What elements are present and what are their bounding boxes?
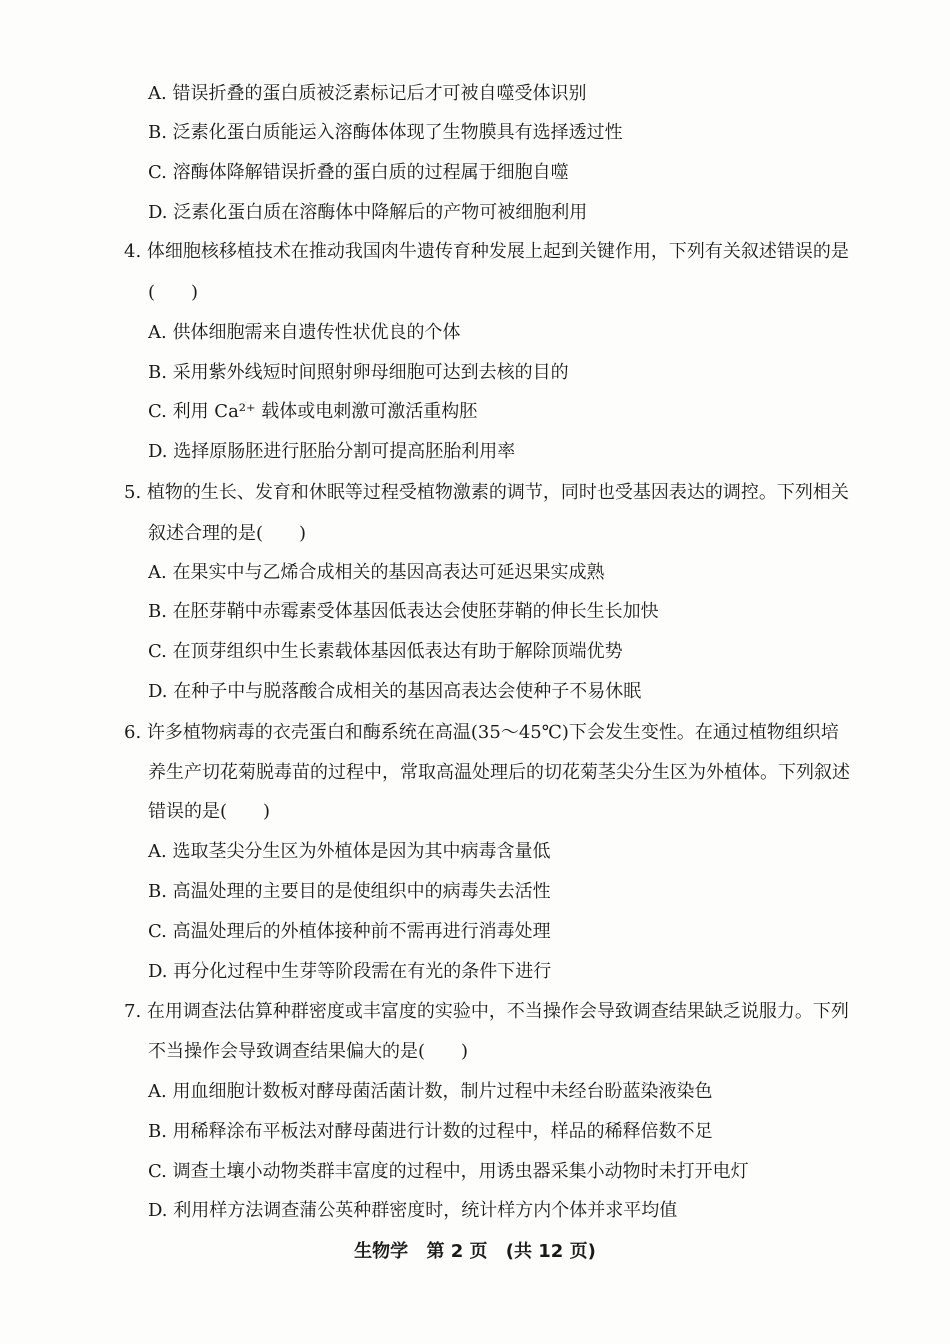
- q5-stem-cont: 叙述合理的是( ): [148, 523, 307, 544]
- q6-option-d: D. 再分化过程中生芽等阶段需在有光的条件下进行: [148, 961, 552, 982]
- q4-option-c: C. 利用 Ca²⁺ 载体或电刺激可激活重构胚: [148, 401, 478, 422]
- q7-option-a: A. 用血细胞计数板对酵母菌活菌计数，制片过程中未经台盼蓝染液染色: [148, 1081, 713, 1102]
- q3-option-c: C. 溶酶体降解错误折叠的蛋白质的过程属于细胞自噬: [148, 162, 569, 183]
- q3-option-d: D. 泛素化蛋白质在溶酶体中降解后的产物可被细胞利用: [148, 202, 588, 223]
- q4-stem: 4. 体细胞核移植技术在推动我国肉牛遗传育种发展上起到关键作用，下列有关叙述错误的是: [124, 241, 849, 262]
- page-footer: [0, 1240, 950, 1264]
- footer-total-pages: (共 12 页): [505, 1241, 596, 1262]
- q6-option-c: C. 高温处理后的外植体接种前不需再进行消毒处理: [148, 921, 551, 942]
- q4-option-b: B. 采用紫外线短时间照射卵母细胞可达到去核的目的: [148, 362, 569, 383]
- q3-option-b: B. 泛素化蛋白质能运入溶酶体体现了生物膜具有选择透过性: [148, 122, 623, 143]
- q7-stem: 7. 在用调查法估算种群密度或丰富度的实验中，不当操作会导致调查结果缺乏说服力。下列: [124, 1001, 849, 1022]
- footer-subject: 生物学: [354, 1241, 409, 1262]
- q5-option-d: D. 在种子中与脱落酸合成相关的基因高表达会使种子不易休眠: [148, 681, 642, 702]
- q7-option-d: D. 利用样方法调查蒲公英种群密度时，统计样方内个体并求平均值: [148, 1200, 678, 1221]
- q6-option-b: B. 高温处理的主要目的是使组织中的病毒失去活性: [148, 881, 551, 902]
- q6-stem: 6. 许多植物病毒的衣壳蛋白和酶系统在高温(35～45℃)下会发生变性。在通过植物组织培: [124, 722, 839, 743]
- footer-page-number: 第 2 页: [426, 1241, 488, 1262]
- q7-option-c: C. 调查土壤小动物类群丰富度的过程中，用诱虫器采集小动物时未打开电灯: [148, 1161, 749, 1182]
- q6-stem-cont: 养生产切花菊脱毒苗的过程中，常取高温处理后的切花菊茎尖分生区为外植体。下列叙述: [148, 762, 850, 783]
- q4-option-a: A. 供体细胞需来自遗传性状优良的个体: [148, 322, 461, 343]
- q4-stem-cont: ( ): [148, 282, 199, 303]
- q5-option-b: B. 在胚芽鞘中赤霉素受体基因低表达会使胚芽鞘的伸长生长加快: [148, 601, 659, 622]
- q5-option-a: A. 在果实中与乙烯合成相关的基因高表达可延迟果实成熟: [148, 562, 605, 583]
- q5-stem: 5. 植物的生长、发育和休眠等过程受植物激素的调节，同时也受基因表达的调控。下列相关: [124, 482, 849, 503]
- q3-option-a: A. 错误折叠的蛋白质被泛素标记后才可被自噬受体识别: [148, 83, 587, 104]
- q7-stem-cont: 不当操作会导致调查结果偏大的是( ): [148, 1041, 469, 1062]
- q7-option-b: B. 用稀释涂布平板法对酵母菌进行计数的过程中，样品的稀释倍数不足: [148, 1121, 713, 1142]
- q4-option-d: D. 选择原肠胚进行胚胎分割可提高胚胎利用率: [148, 441, 516, 462]
- q6-stem-cont2: 错误的是( ): [148, 801, 271, 822]
- q5-option-c: C. 在顶芽组织中生长素载体基因低表达有助于解除顶端优势: [148, 641, 623, 662]
- q6-option-a: A. 选取茎尖分生区为外植体是因为其中病毒含量低: [148, 841, 551, 862]
